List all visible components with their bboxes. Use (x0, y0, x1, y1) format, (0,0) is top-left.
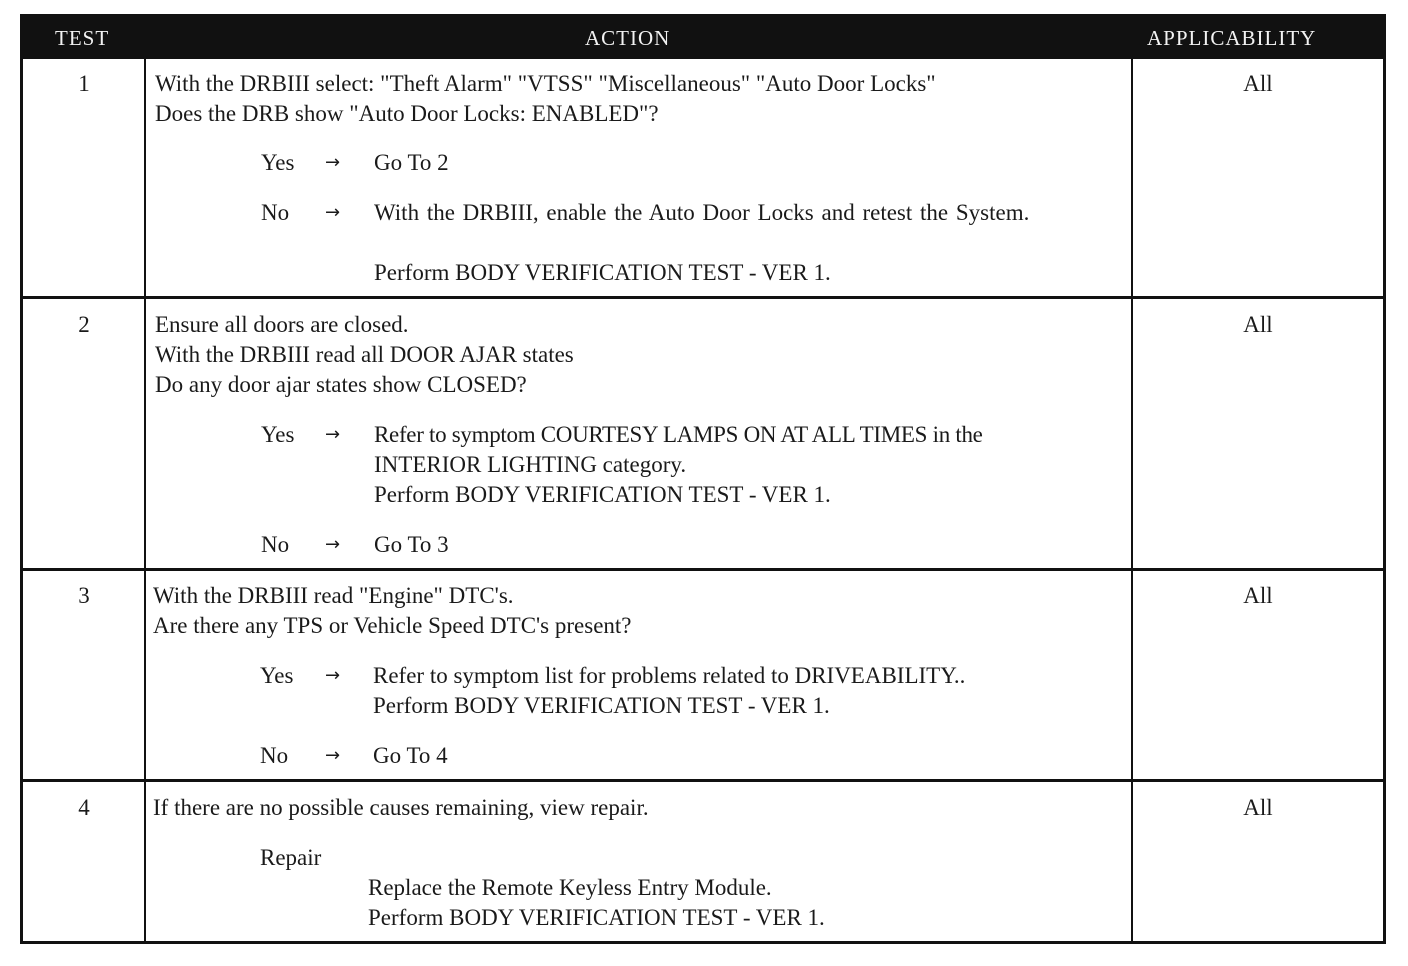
action-line: With the DRBIII read "Engine" DTC's. (153, 583, 514, 608)
yes-result-verification: Perform BODY VERIFICATION TEST - VER 1. (374, 482, 831, 507)
test-number: 1 (78, 71, 90, 96)
header-action: ACTION (585, 26, 671, 50)
no-result: Go To 4 (373, 743, 448, 768)
arrow-icon: → (325, 665, 341, 686)
test-number: 2 (78, 312, 90, 337)
applicability-value: All (1243, 71, 1273, 96)
test-number: 4 (78, 795, 90, 820)
no-label: No (261, 200, 290, 225)
action-line: Does the DRB show "Auto Door Locks: ENABLED"? (155, 101, 659, 126)
repair-label: Repair (260, 845, 322, 870)
arrow-icon: → (325, 534, 341, 555)
yes-label: Yes (261, 150, 295, 175)
yes-result: Go To 2 (374, 150, 449, 175)
row-divider (23, 779, 1383, 782)
action-line: If there are no possible causes remaining, view repair. (153, 795, 649, 820)
diagnostic-test-table (20, 14, 1386, 944)
arrow-icon: → (325, 202, 341, 223)
action-line: Ensure all doors are closed. (155, 312, 409, 337)
yes-label: Yes (260, 663, 294, 688)
table-header (23, 17, 1383, 59)
action-line: Are there any TPS or Vehicle Speed DTC's present? (153, 613, 632, 638)
header-applicability: APPLICABILITY (1147, 26, 1317, 50)
no-label: No (261, 532, 290, 557)
repair-step: Replace the Remote Keyless Entry Module. (368, 875, 772, 900)
yes-result-verification: Perform BODY VERIFICATION TEST - VER 1. (373, 693, 830, 718)
repair-step-verification: Perform BODY VERIFICATION TEST - VER 1. (368, 905, 825, 930)
header-test: TEST (55, 26, 110, 50)
applicability-value: All (1243, 795, 1273, 820)
no-label: No (260, 743, 289, 768)
arrow-icon: → (325, 152, 341, 173)
action-line: With the DRBIII select: "Theft Alarm" "VTSS" "Miscellaneous" "Auto Door Locks" (155, 71, 936, 96)
no-result: With the DRBIII, enable the Auto Door Locks and retest the System. (374, 200, 1030, 225)
test-number: 3 (78, 583, 90, 608)
yes-result: Refer to symptom list for problems related to DRIVEABILITY.. (373, 663, 966, 688)
arrow-icon: → (325, 745, 341, 766)
applicability-value: All (1243, 583, 1273, 608)
yes-result: INTERIOR LIGHTING category. (374, 452, 687, 477)
action-line: With the DRBIII read all DOOR AJAR states (155, 342, 574, 367)
row-divider (23, 568, 1383, 571)
no-result: Go To 3 (374, 532, 449, 557)
yes-label: Yes (261, 422, 295, 447)
arrow-icon: → (325, 424, 341, 445)
row-divider (23, 296, 1383, 299)
no-result-verification: Perform BODY VERIFICATION TEST - VER 1. (374, 260, 831, 285)
yes-result: Refer to symptom COURTESY LAMPS ON AT ALL TIMES in the (374, 422, 983, 447)
action-line: Do any door ajar states show CLOSED? (155, 372, 527, 397)
applicability-value: All (1243, 312, 1273, 337)
